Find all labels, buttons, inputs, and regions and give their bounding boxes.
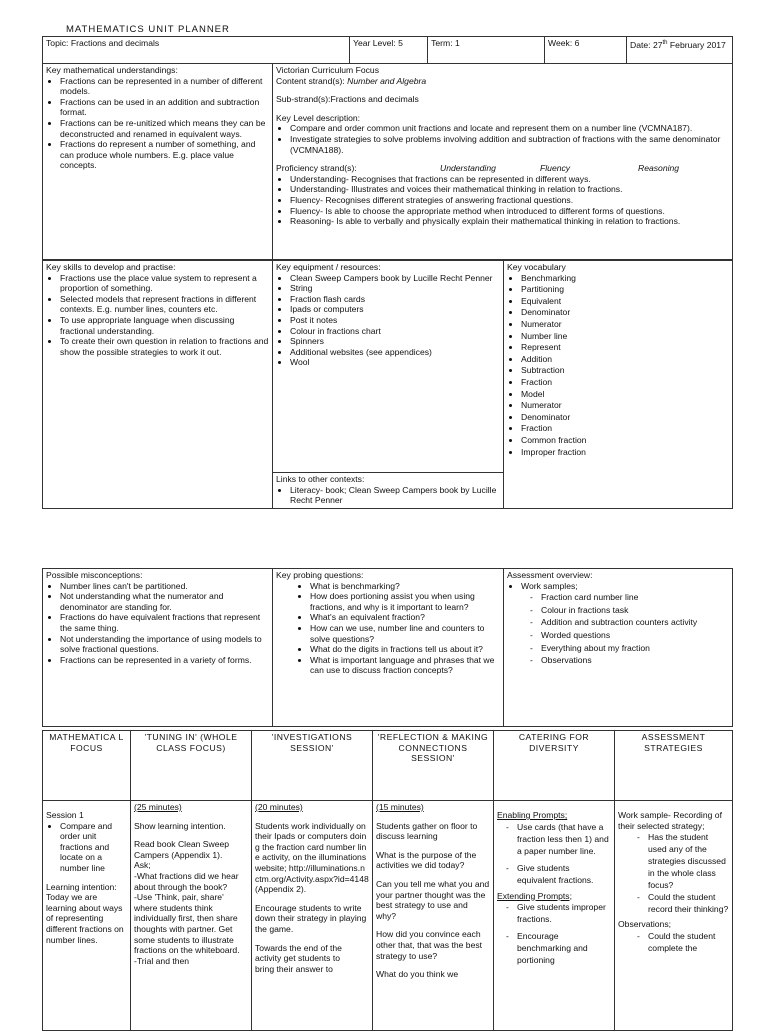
- list-item: - Fraction card number line: [541, 591, 729, 604]
- proficiency-strands: Proficiency strand(s): Understanding Fluency Reasoning: [276, 163, 680, 174]
- enabling-prompts-list: [497, 821, 611, 886]
- list-item: • Improper fraction: [521, 447, 729, 459]
- curriculum-title: Victorian Curriculum Focus: [276, 65, 379, 75]
- list-item: • Fractions use the place value system to represent a proportion of something.: [60, 273, 269, 294]
- header-investigations: 'INVESTIGATIONS SESSION': [252, 731, 373, 801]
- list-item: • String: [290, 283, 500, 294]
- list-item: • Fractions do have equivalent fractions that represent the same thing.: [60, 612, 269, 633]
- tuning-text: Show learning intention.: [134, 820, 226, 831]
- list-item: - Worded questions: [541, 629, 729, 642]
- reflection-text: What is the purpose of the activities we did today?: [376, 849, 477, 871]
- key-skills-cell: [43, 261, 273, 509]
- vocabulary-cell: [504, 261, 733, 509]
- misconceptions-cell: [43, 569, 273, 727]
- misconceptions-list: [46, 581, 269, 666]
- planner-top-table: [42, 36, 733, 260]
- week: Week: 6: [545, 37, 627, 64]
- vocabulary-list: [507, 273, 729, 459]
- topic-cell: Topic: Fractions and decimals: [43, 37, 350, 64]
- session-table: [42, 730, 733, 1031]
- assessment-overview-cell: [504, 569, 733, 727]
- equipment-list: [276, 273, 500, 368]
- list-item: • Partitioning: [521, 284, 729, 296]
- assessment-text: Work sample- Recording of their selected strategy;: [618, 810, 722, 831]
- list-item: • Fluency- Is able to choose the appropriate method when introduced to different forms of questions.: [290, 206, 729, 217]
- list-item: • To use appropriate language when discussing fractional understanding.: [60, 315, 269, 336]
- header-diversity: CATERING FOR DIVERSITY: [494, 731, 615, 801]
- header-tuning-in: 'TUNING IN' (WHOLE CLASS FOCUS): [131, 731, 252, 801]
- list-item: • How can we use, number line and counters to solve questions?: [310, 623, 500, 644]
- list-item: - Addition and subtraction counters activity: [541, 616, 729, 629]
- links-list: [276, 485, 500, 506]
- misconceptions-title: Possible misconceptions:: [46, 570, 143, 580]
- year-level: Year Level: 5: [350, 37, 428, 63]
- investigations-text: bring their answer to: [255, 963, 333, 974]
- tuning-in-cell: [131, 801, 252, 1031]
- list-item: • How does portioning assist you when using fractions, and why is it important to learn?: [310, 591, 500, 612]
- list-item: • Not understanding the importance of using models to solve fractional questions.: [60, 634, 269, 655]
- enabling-prompts-title: Enabling Prompts;: [497, 810, 568, 820]
- list-item: • Numerator: [521, 319, 729, 331]
- proficiency-list: [276, 174, 729, 227]
- assessment-list: [618, 831, 729, 915]
- learning-intention: Learning intention: Today we are learning about ways of representing different fractions on number lines.: [46, 881, 124, 945]
- list-item: • Number line: [521, 331, 729, 343]
- equipment-cell: [273, 261, 504, 473]
- list-item: • Fractions can be represented in a variety of forms.: [60, 655, 269, 666]
- tuning-time: (25 minutes): [134, 802, 182, 812]
- key-skills-title: Key skills to develop and practise:: [46, 262, 176, 272]
- list-item: • Equivalent: [521, 296, 729, 308]
- list-item: • Work samples; - Fraction card number line - Colour in fractions task - Addition and subtraction counters activity - Worded questions - Everything about my fraction - Observations: [521, 581, 729, 667]
- investigations-text: Encourage students to write down their strategy in playing the game.: [255, 902, 367, 934]
- list-item: • Addition: [521, 354, 729, 366]
- list-item: - Use cards (that have a fraction less then 1) and a paper number line.: [517, 821, 611, 857]
- key-understandings-cell: [43, 64, 273, 260]
- curriculum-cell: [273, 64, 733, 260]
- list-item: - Could the student complete the: [648, 930, 729, 954]
- session-focus-cell: [43, 801, 131, 1031]
- list-item: • Ipads or computers: [290, 304, 500, 315]
- list-item: • Selected models that represent fractions in different contexts. E.g. number lines, counters etc.: [60, 294, 269, 315]
- list-item: • Fractions can be represented in a number of different models.: [60, 76, 269, 97]
- list-item: • Subtraction: [521, 365, 729, 377]
- list-item: • Benchmarking: [521, 273, 729, 285]
- reflection-time: (15 minutes): [376, 802, 424, 812]
- list-item: • Fraction: [521, 423, 729, 435]
- list-item: • Post it notes: [290, 315, 500, 326]
- reflection-cell: [373, 801, 494, 1031]
- list-item: - Give students equivalent fractions.: [517, 862, 611, 886]
- list-item: • Fractions can be used in an addition and subtraction format.: [60, 97, 269, 118]
- probing-title: Key probing questions:: [276, 570, 364, 580]
- tuning-text: -What fractions did we hear about through the book?: [134, 870, 239, 892]
- list-item: • Literacy- book; Clean Sweep Campers book by Lucille Recht Penner: [290, 485, 500, 506]
- session-focus-list: [46, 821, 127, 874]
- vocabulary-title: Key vocabulary: [507, 262, 566, 272]
- key-understandings-title: Key mathematical understandings:: [46, 65, 178, 75]
- tuning-text: -Use 'Think, pair, share' where students think individually first, then share thoughts with partner. Get some students to illustrate fractions on the whiteboard.: [134, 892, 240, 956]
- key-skills-list: [46, 273, 269, 358]
- observations-label: Observations;: [618, 919, 672, 930]
- assessment-cell: [615, 801, 733, 1031]
- list-item: • What is important language and phrases that we can use to discuss fraction concepts?: [310, 655, 500, 676]
- equipment-title: Key equipment / resources:: [276, 262, 381, 272]
- tuning-text: Read book Clean Sweep Campers (Appendix 1).: [134, 839, 230, 860]
- list-item: - Could the student record their thinking?: [648, 891, 729, 915]
- probing-questions-cell: [273, 569, 504, 727]
- list-item: • Denominator: [521, 412, 729, 424]
- list-item: • Clean Sweep Campers book by Lucille Recht Penner: [290, 273, 500, 284]
- misconceptions-table: [42, 568, 733, 727]
- list-item: • Compare and order unit fractions and locate on a number line: [60, 821, 127, 874]
- tuning-text: Ask;: [134, 860, 151, 871]
- reflection-text: Students gather on floor to discuss learning: [376, 820, 478, 842]
- investigations-text: Towards the end of the activity get students to: [255, 942, 342, 964]
- probing-list: [276, 581, 500, 676]
- tuning-text: -Trial and then: [134, 955, 190, 966]
- list-item: - Give students improper fractions.: [517, 901, 611, 925]
- list-item: • Numerator: [521, 400, 729, 412]
- assessment-overview-title: Assessment overview:: [507, 570, 593, 580]
- list-item: • Model: [521, 389, 729, 401]
- extending-prompts-title: Extending Prompts;: [497, 890, 572, 901]
- list-item: • Reasoning- Is able to verbally and physically explain their mathematical thinking in relation to fractions.: [290, 216, 729, 227]
- extending-prompts-list: [497, 901, 611, 966]
- investigations-cell: [252, 801, 373, 1031]
- key-level-list: [276, 123, 729, 155]
- observations-list: [618, 930, 729, 954]
- list-item: • Number lines can't be partitioned.: [60, 581, 269, 592]
- term: Term: 1: [431, 38, 460, 48]
- list-item: • Not understanding what the numerator and denominator are standing for.: [60, 591, 269, 612]
- session-label: Session 1: [46, 810, 84, 820]
- list-item: • Understanding- Recognises that fractions can be represented in different ways.: [290, 174, 729, 185]
- header-focus: MATHEMATICA L FOCUS: [43, 731, 131, 801]
- list-item: • Fluency- Recognises different strategies of answering fractional questions.: [290, 195, 729, 206]
- list-item: • Denominator: [521, 307, 729, 319]
- list-item: - Everything about my fraction: [541, 642, 729, 655]
- header-assessment: ASSESSMENT STRATEGIES: [615, 731, 733, 801]
- diversity-cell: [494, 801, 615, 1031]
- assessment-overview-list: [507, 581, 729, 667]
- list-item: • Spinners: [290, 336, 500, 347]
- list-item: - Observations: [541, 654, 729, 667]
- list-item: • Fractions do represent a number of something, and can produce whole numbers. E.g. place value concepts.: [60, 139, 269, 171]
- list-item: - Has the student used any of the strategies discussed in the whole class focus?: [648, 831, 729, 891]
- reflection-text: How did you convince each other that, that was the best strategy to use?: [376, 929, 483, 961]
- investigations-text: Students work individually on their Ipads or computers doing the fraction card number line activity, on the illuminations website; http://illuminations.nctm.org/Activity.aspx?id=4148 (Appendix 2).: [255, 820, 369, 895]
- reflection-text: Can you tell me what you and your partner thought was the best strategy to use and why?: [376, 878, 490, 921]
- list-item: • Additional websites (see appendices): [290, 347, 500, 358]
- investigations-time: (20 minutes): [255, 802, 303, 812]
- list-item: • Investigate strategies to solve problems involving addition and subtraction of fractions with the same denominator (VCMNA188).: [290, 134, 729, 155]
- list-item: • What do the digits in fractions tell us about it?: [310, 644, 500, 655]
- skills-table: [42, 260, 733, 509]
- list-item: • Understanding- Illustrates and voices their mathematical thinking in relation to fractions.: [290, 184, 729, 195]
- list-item: • Colour in fractions chart: [290, 326, 500, 337]
- reflection-text: What do you think we: [376, 969, 459, 980]
- list-item: • What's an equivalent fraction?: [310, 612, 500, 623]
- list-item: • Fraction: [521, 377, 729, 389]
- key-level-title: Key Level description:: [276, 112, 361, 123]
- key-understandings-list: [46, 76, 269, 171]
- links-cell: [273, 473, 504, 509]
- list-item: • To create their own question in relation to fractions and show the possible strategies to work it out.: [60, 336, 269, 357]
- links-title: Links to other contexts:: [276, 474, 365, 484]
- list-item: • Wool: [290, 357, 500, 368]
- list-item: - Encourage benchmarking and portioning: [517, 930, 611, 966]
- list-item: • Fraction flash cards: [290, 294, 500, 305]
- document-title: MATHEMATICS UNIT PLANNER: [66, 24, 230, 35]
- sub-strand: Sub-strand(s):Fractions and decimals: [276, 94, 419, 105]
- header-reflection: 'REFLECTION & MAKING CONNECTIONS SESSION': [373, 731, 494, 801]
- date: Date: 27th February 2017: [627, 37, 733, 64]
- list-item: • Common fraction: [521, 435, 729, 447]
- list-item: - Colour in fractions task: [541, 604, 729, 617]
- content-strand: Content strand(s): Number and Algebra: [276, 75, 427, 86]
- list-item: • Compare and order common unit fractions and locate and represent them on a number line (VCMNA187).: [290, 123, 729, 134]
- list-item: • Fractions can be re-unitized which means they can be deconstructed and renamed in equivalent ways.: [60, 118, 269, 139]
- list-item: • Represent: [521, 342, 729, 354]
- list-item: • What is benchmarking?: [310, 581, 500, 592]
